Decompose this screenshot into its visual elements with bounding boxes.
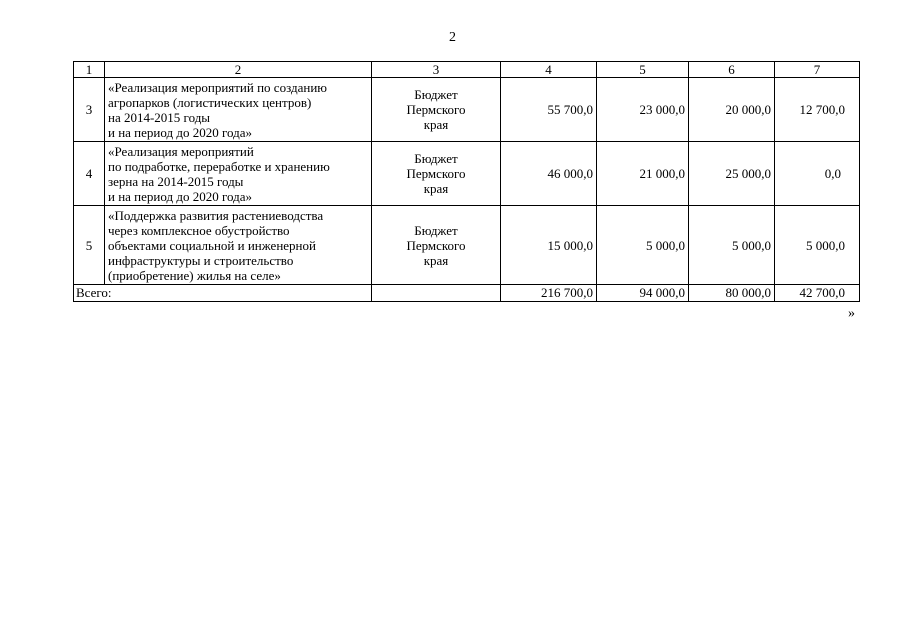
total-col-7: 42 700,0 bbox=[775, 285, 860, 302]
program-name: «Реализация мероприятий по созданию агропарков (логистических центров) на 2014-2015 годы и на период до 2020 года» bbox=[105, 78, 372, 142]
table-row bbox=[74, 206, 860, 285]
header-row bbox=[74, 62, 860, 78]
header-cell-3: 3 bbox=[372, 62, 501, 78]
value-col-6: 5 000,0 bbox=[689, 206, 775, 285]
value-col-6: 25 000,0 bbox=[689, 142, 775, 206]
value-col-7: 5 000,0 bbox=[775, 206, 860, 285]
value-col-5: 5 000,0 bbox=[597, 206, 689, 285]
header-cell-1: 1 bbox=[74, 62, 105, 78]
funding-source: Бюджет Пермского края bbox=[372, 206, 501, 285]
closing-quote: » bbox=[848, 306, 855, 321]
value-col-7: 0,0 bbox=[775, 142, 860, 206]
value-col-7: 12 700,0 bbox=[775, 78, 860, 142]
header-cell-6: 6 bbox=[689, 62, 775, 78]
header-cell-4: 4 bbox=[501, 62, 597, 78]
page-number: 2 bbox=[449, 30, 456, 45]
row-number: 3 bbox=[74, 78, 105, 142]
row-number: 4 bbox=[74, 142, 105, 206]
total-label: Всего: bbox=[74, 285, 372, 302]
value-col-5: 23 000,0 bbox=[597, 78, 689, 142]
value-col-4: 55 700,0 bbox=[501, 78, 597, 142]
funding-source: Бюджет Пермского края bbox=[372, 78, 501, 142]
header-cell-7: 7 bbox=[775, 62, 860, 78]
table-row bbox=[74, 78, 860, 142]
budget-table bbox=[73, 61, 860, 302]
total-row bbox=[74, 285, 860, 302]
total-empty-cell bbox=[372, 285, 501, 302]
value-col-4: 15 000,0 bbox=[501, 206, 597, 285]
total-col-4: 216 700,0 bbox=[501, 285, 597, 302]
value-col-5: 21 000,0 bbox=[597, 142, 689, 206]
row-number: 5 bbox=[74, 206, 105, 285]
funding-source: Бюджет Пермского края bbox=[372, 142, 501, 206]
header-cell-2: 2 bbox=[105, 62, 372, 78]
table-row bbox=[74, 142, 860, 206]
total-col-6: 80 000,0 bbox=[689, 285, 775, 302]
program-name: «Реализация мероприятий по подработке, переработке и хранению зерна на 2014-2015 годы и на период до 2020 года» bbox=[105, 142, 372, 206]
value-col-4: 46 000,0 bbox=[501, 142, 597, 206]
value-col-6: 20 000,0 bbox=[689, 78, 775, 142]
program-name: «Поддержка развития растениеводства через комплексное обустройство объектами социальной и инженерной инфраструктуры и строительство (приобретение) жилья на селе» bbox=[105, 206, 372, 285]
total-col-5: 94 000,0 bbox=[597, 285, 689, 302]
header-cell-5: 5 bbox=[597, 62, 689, 78]
